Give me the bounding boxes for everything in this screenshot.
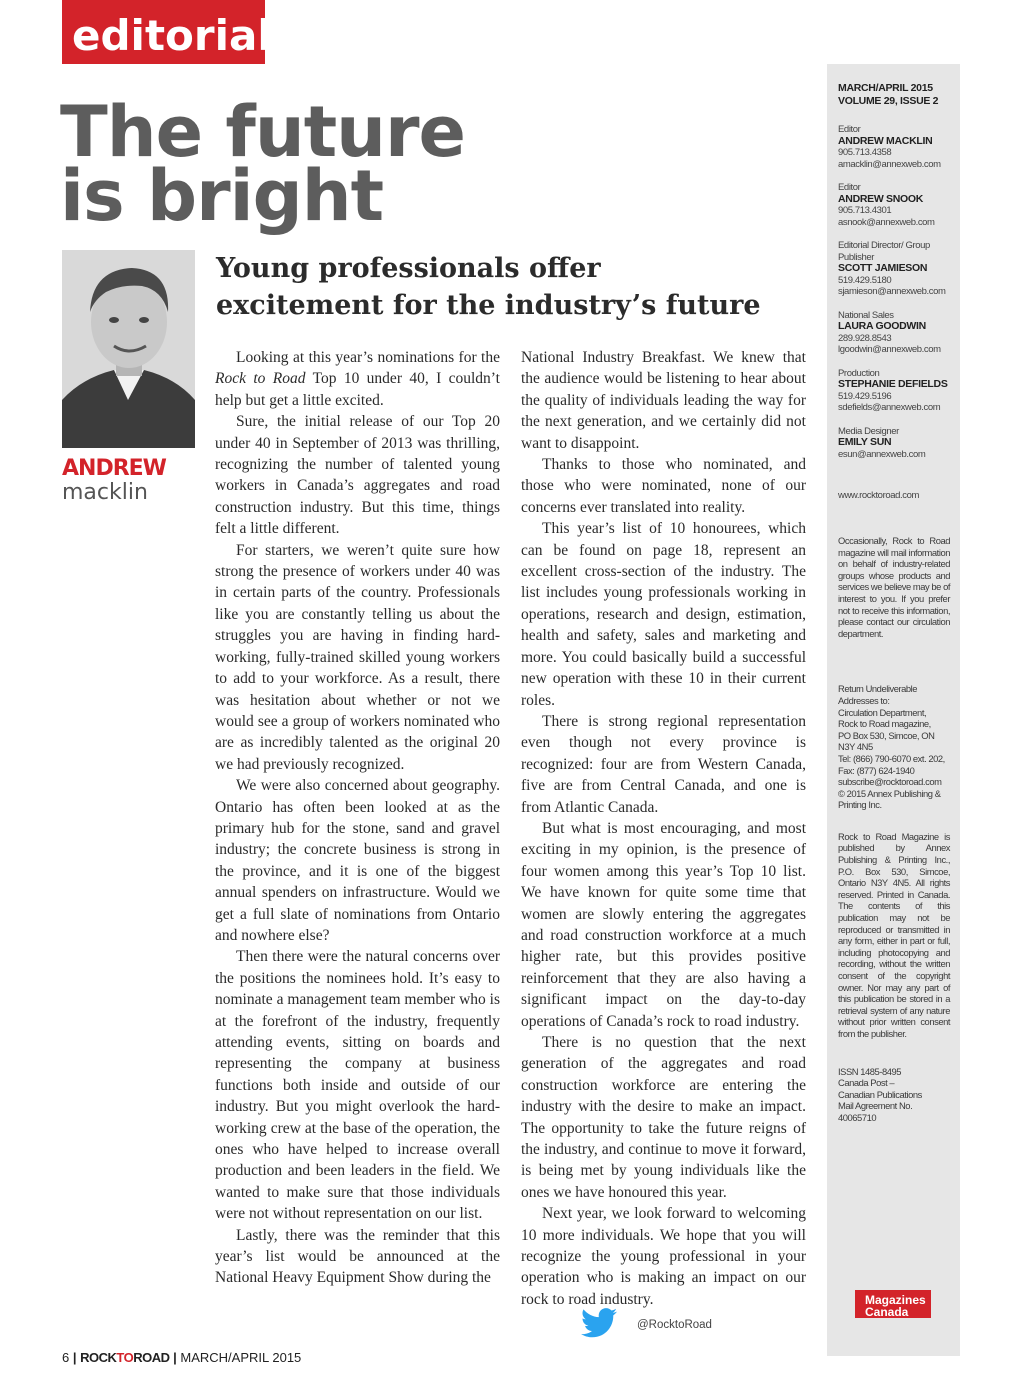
rock-to-road-logo [80,1350,169,1365]
staff-name: SCOTT JAMIESON [838,262,928,274]
article-column-2 [521,347,806,1310]
logo-line-2: Canada [865,1305,909,1319]
paragraph: Sure, the initial release of our Top 20 under 40 in September of 2013 was thrilling, recognizing the number of talented young workers in Canada’s aggregates and road construction industry. But this time, things felt a little different. [215,413,500,538]
return-address-line: Addresses to: [838,694,890,706]
staff-name: EMILY SUN [838,436,892,448]
staff-phone: 289.928.8543 [838,332,892,344]
paragraph-intro: Looking at this year’s nominations for the Rock to Road Top 10 under 40, I couldn’t help but get a little excited. [215,349,500,409]
logo-line-1: Magazines [865,1293,926,1307]
staff-name: ANDREW MACKLIN [838,134,933,147]
issn-line: Canadian Publications [838,1088,922,1100]
staff-role: Editor [838,124,861,135]
staff-phone: 519.429.5196 [838,390,892,402]
headline-line-2: is bright [60,155,384,237]
staff-name: ANDREW SNOOK [838,192,924,205]
paragraph: Then there were the natural concerns over the positions the nominees hold. It’s easy to nominate a management team member who is at the forefront of the industry, frequently attending events, sitting on boards and representing the company at business functions both inside and outside of our industry. But you might overlook the hard-working crew at the base of the operation, the ones who have helped to increase overall production and been leaders in the field. We wanted to make sure that those individuals were not without representation on our list. [215,948,500,1223]
staff-phone: 905.713.4301 [838,205,892,216]
issn-line: Mail Agreement No. 40065710 [838,1100,913,1123]
return-address-line: subscribe@rocktoroad.com [838,776,942,788]
issn-info [838,1066,950,1124]
page-number: 6 [62,1350,70,1365]
paragraph: Thanks to those who nominated, and those who were nominated, none of our concerns ever translated into reality. [521,456,806,516]
staff-name: STEPHANIE DEFIELDS [838,378,948,390]
paragraph: We were also concerned about geography. Ontario has often been looked at as the primary hub for the stone, sand and gravel industry; the concrete business is strong in the province, and it is one of the biggest annual spenders on infrastructure. Would we get a full slate of nominations from Ontario and nowhere else? [215,777,500,944]
sidebar-issue-date: MARCH/APRIL 2015 [838,82,933,94]
staff-phone: 519.429.5180 [838,274,892,286]
staff-entry [838,182,950,228]
staff-entry [838,368,950,414]
masthead-sidebar [827,64,960,1356]
twitter-bird-icon[interactable] [580,1308,618,1338]
staff-email[interactable]: asnook@annexweb.com [838,216,935,228]
paragraph: Lastly, there was the reminder that this year’s list would be announced at the National Heavy Equipment Show during the [215,1226,500,1287]
logo-rock-text: ROCK [80,1350,117,1365]
paragraph: This year’s list of 10 honourees, which can be found on page 18, represent an excellent cross-section of the industry. The list includes young professionals working in operations, research and design, estimation, health and safety, sales and marketing and more. You could basically build a successful new operation with these 10 in their current roles. [521,520,806,709]
return-address-line: Return Undeliverable [838,683,918,695]
staff-entry [838,240,950,298]
staff-role: Editor [838,182,861,193]
staff-email[interactable]: sdefields@annexweb.com [838,402,941,413]
staff-phone: 905.713.4358 [838,147,892,158]
page-footer [62,1350,301,1365]
issn-line: ISSN 1485-8495 [838,1065,902,1077]
logo-road-text: ROAD [133,1350,170,1365]
paragraph: There is no question that the next generation of the aggregates and road construction workforce are entering the industry with the desire to make an impact. The opportunity to take the future reigns of the industry, and continue to move it forward, is being met by young individuals like the ones we have honoured this year. [521,1034,806,1201]
article-column-1 [215,347,500,1289]
headline-line-1: The future [60,91,466,173]
section-tag: editorial [62,0,265,64]
staff-role: Media Designer [838,425,899,437]
footer-issue-date: MARCH/APRIL 2015 [180,1350,302,1365]
staff-name: LAURA GOODWIN [838,320,926,332]
staff-list [838,124,950,460]
return-address-line: © 2015 Annex Publishing & [838,787,941,799]
deck-subtitle [216,250,776,324]
staff-entry [838,426,950,461]
twitter-handle[interactable]: @RocktoRoad [637,1319,712,1331]
staff-email[interactable]: amacklin@annexweb.com [838,158,941,170]
logo-to-text: TO [116,1350,134,1365]
staff-entry [838,310,950,356]
return-address-line: PO Box 530, Simcoe, ON [838,729,935,741]
return-address [838,683,950,811]
deck-line-1: Young professionals offer [216,253,601,284]
footer-divider: | [173,1350,181,1365]
return-address-line: Printing Inc. [838,799,882,811]
publication-name: Rock to Road [215,370,306,388]
paragraph: There is strong regional representation even though not every province is recognized: four are from Western Canada, five are from Central Canada, and one is from Atlantic Canada. [521,712,806,816]
return-address-line: Rock to Road magazine, [838,718,931,730]
headline [60,91,580,237]
sidebar-volume: VOLUME 29, ISSUE 2 [838,95,939,107]
staff-role: Editorial Director/ Group Publisher [838,240,930,263]
paragraph: For starters, we weren’t quite sure how strong the presence of workers under 40 was in certain parts of the country. Professionals like you are constantly telling us about the struggles you are having in finding hard-working, fully-trained skilled young workers to add to your workforce. As a result, there was hesitation about whether or not we would see a group of workers nominated who are as incredibly talented as the original 20 we had previously recognized. [215,541,500,773]
return-address-line: Fax: (877) 624-1940 [838,764,915,776]
copyright-notice: Rock to Road Magazine is published by Annex Publishing & Printing Inc., P.O. Box 530, Simcoe, Ontario N3Y 4N5. All rights reserved. Printed in Canada. The contents of this publication may not be reproduced or transmitted in any form, either in part or full, including photocopying and recording, without the written consent of the copyright owner. Nor may any part of this publication be stored in a retrieval system of any nature without prior written consent from the publisher. [838,830,950,1039]
paragraph: But what is most encouraging, and most exciting in my opinion, is the presence of four women among this year’s Top 10 list. We have known for quite some time that women are slowly entering the aggregates and road construction workforce at a much higher rate, but this provides positive reinforcement that they are also having a significant impact on the day-to-day operations of Canada’s rock to road industry. [521,819,806,1030]
staff-role: National Sales [838,309,894,321]
staff-role: Production [838,367,880,379]
return-address-line: Circulation Department, [838,706,927,718]
author-photo [62,250,195,448]
staff-email[interactable]: esun@annexweb.com [838,448,926,460]
issn-line: Canada Post – [838,1077,895,1089]
footer-divider: | [72,1350,81,1365]
return-address-line: Tel: (866) 790-6070 ext. 202, [838,752,945,764]
author-first-name: ANDREW [62,456,166,481]
staff-email[interactable]: lgoodwin@annexweb.com [838,344,941,355]
author-portrait-graphic [62,250,195,448]
staff-email[interactable]: sjamieson@annexweb.com [838,286,946,297]
author-last-name: macklin [62,480,148,505]
mail-notice: Occasionally, Rock to Road magazine will mail information on behalf of industry-related groups whose products and services we believe may be of interest to you. If you prefer not to receive this information, please contact our circulation department. [838,535,951,639]
staff-entry [838,124,950,170]
sidebar-website-link[interactable]: www.rocktoroad.com [838,490,919,501]
deck-line-2: excitement for the industry’s future [216,290,761,321]
paragraph: Next year, we look forward to welcoming 10 more individuals. We hope that you will recognize the young professional in your operation who is making an impact on our rock to road industry. [521,1205,806,1308]
paragraph-continued: National Industry Breakfast. We knew that the audience would be listening to hear about the quality of individuals leading the way for the next generation, and we certainly did not want to disappoint. [521,349,806,452]
magazines-canada-logo [855,1290,931,1318]
return-address-line: N3Y 4N5 [838,741,873,753]
